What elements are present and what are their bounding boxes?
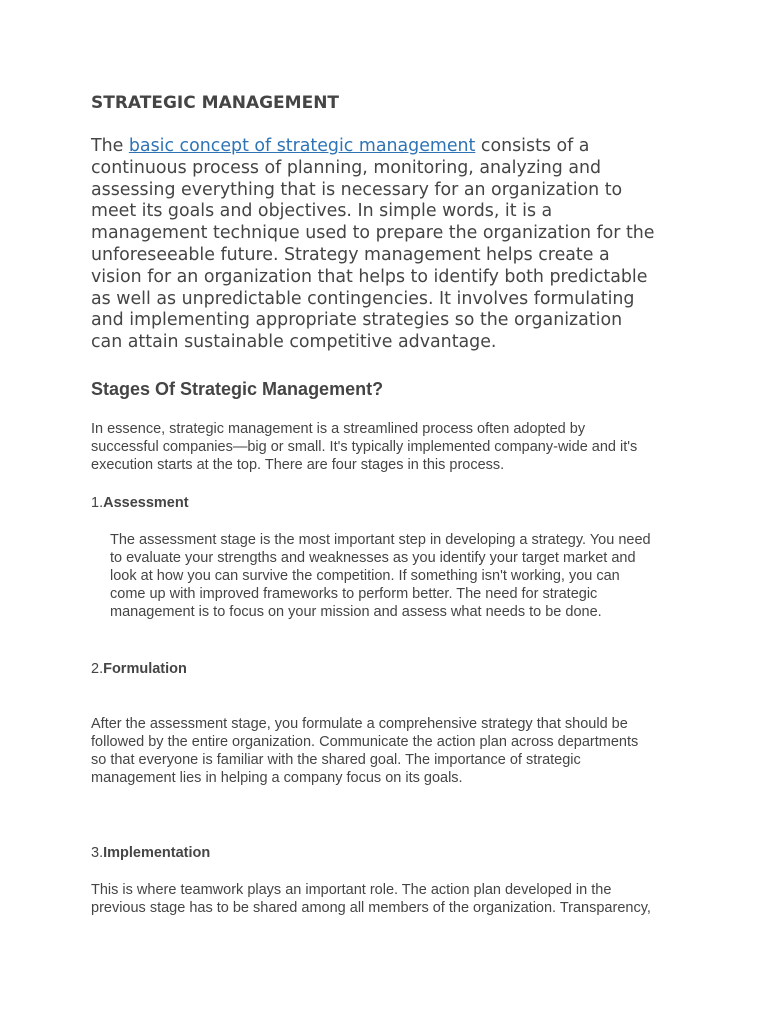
intro-line: can attain sustainable competitive advantage. — [91, 332, 497, 353]
step-number: 3. — [91, 845, 104, 861]
intro-line: meet its goals and objectives. In simple words, it is a — [91, 201, 553, 222]
intro-line: continuous process of planning, monitoring, analyzing and — [91, 157, 602, 178]
stages-heading: Stages Of Strategic Management? — [91, 379, 384, 399]
document-title: STRATEGIC MANAGEMENT — [91, 93, 340, 113]
intro-prefix: The — [91, 136, 129, 156]
stages-intro-paragraph — [91, 420, 637, 474]
intro-line: as well as unpredictable contingencies. It involves formulating — [91, 288, 635, 309]
paragraph-line: to evaluate your strengths and weaknesses as you identify your target market and — [110, 550, 636, 566]
paragraph-line: The assessment stage is the most important step in developing a strategy. You need — [110, 532, 651, 548]
step-number: 2. — [91, 661, 104, 677]
paragraph-line: execution starts at the top. There are four stages in this process. — [91, 457, 505, 473]
step-heading-formulation — [91, 660, 187, 678]
paragraph-line: previous stage has to be shared among all members of the organization. Transparency, — [91, 900, 651, 916]
step-heading-implementation — [91, 844, 210, 862]
basic-concept-link[interactable]: basic concept of strategic management — [128, 136, 476, 156]
step-name: Formulation — [103, 661, 187, 677]
paragraph-line: management lies in helping a company focus on its goals. — [91, 770, 463, 786]
intro-line: management technique used to prepare the organization for the — [91, 223, 655, 244]
step-heading-assessment — [91, 494, 189, 512]
paragraph-line: In essence, strategic management is a streamlined process often adopted by — [91, 421, 586, 437]
intro-line: unforeseeable future. Strategy management helps create a — [91, 244, 610, 265]
intro-line — [91, 136, 691, 158]
intro-line: assessing everything that is necessary for an organization to — [91, 179, 623, 200]
implementation-paragraph — [91, 881, 651, 917]
step-name: Assessment — [103, 495, 189, 511]
paragraph-line: come up with improved frameworks to perform better. The need for strategic — [110, 586, 598, 602]
paragraph-line: followed by the entire organization. Communicate the action plan across departments — [91, 734, 639, 750]
paragraph-line: After the assessment stage, you formulate a comprehensive strategy that should be — [91, 716, 628, 732]
intro-first-line-rest: consists of a — [475, 136, 590, 156]
intro-line: and implementing appropriate strategies so the organization — [91, 310, 623, 331]
formulation-paragraph — [91, 715, 638, 787]
intro-paragraph — [91, 136, 691, 354]
step-name: Implementation — [103, 845, 211, 861]
paragraph-line: so that everyone is familiar with the shared goal. The importance of strategic — [91, 752, 581, 768]
paragraph-line: management is to focus on your mission and assess what needs to be done. — [110, 604, 602, 620]
paragraph-line: successful companies—big or small. It's typically implemented company-wide and it's — [91, 439, 638, 455]
step-number: 1. — [91, 495, 104, 511]
intro-line: vision for an organization that helps to identify both predictable — [91, 266, 648, 287]
paragraph-line: look at how you can survive the competition. If something isn't working, you can — [110, 568, 620, 584]
assessment-paragraph — [110, 531, 651, 621]
paragraph-line: This is where teamwork plays an important role. The action plan developed in the — [91, 882, 612, 898]
